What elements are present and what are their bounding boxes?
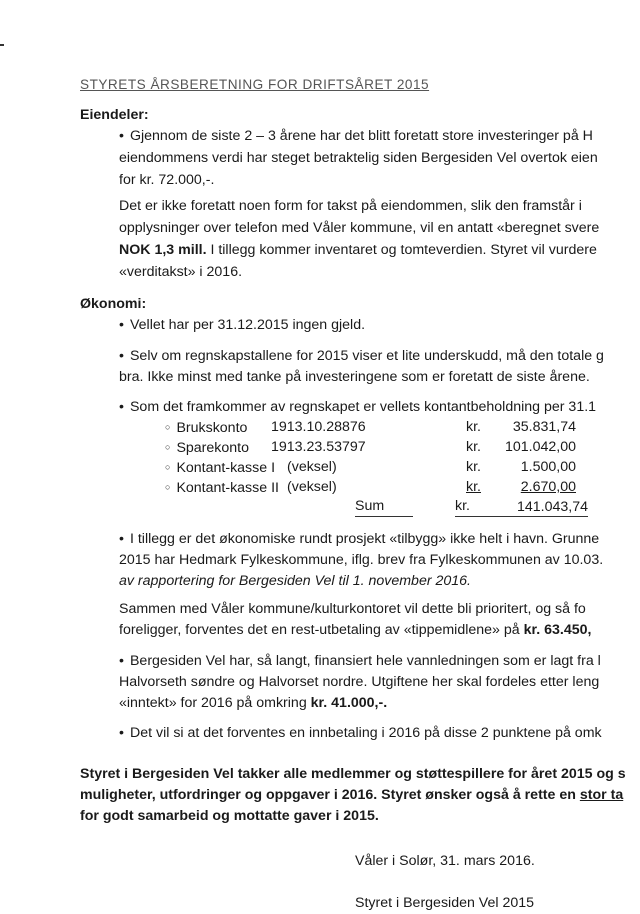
bullet-icon: • bbox=[119, 348, 124, 364]
okonomi-bullet-1: • Vellet har per 31.12.2015 ingen gjeld. bbox=[119, 317, 366, 333]
document-title: STYRETS ÅRSBERETNING FOR DRIFTSÅRET 2015 bbox=[80, 77, 430, 92]
closing-line-1: Styret i Bergesiden Vel takker alle medlemmer og støttespillere for året 2015 og s bbox=[80, 766, 626, 782]
okonomi-bullet-7: • Det vil si at det forventes en innbetaling i 2016 på disse 2 punktene på omk bbox=[119, 725, 602, 741]
account-currency: kr. bbox=[466, 459, 481, 475]
account-number: (veksel) bbox=[287, 479, 337, 495]
eiendeler-bullet-1-line-1: • Gjennom de siste 2 – 3 årene har det blitt foretatt store investeringer på H bbox=[119, 128, 593, 144]
value-inntekt: kr. 41.000,-. bbox=[310, 695, 388, 711]
eiendeler-bullet-1-line-3: for kr. 72.000,-. bbox=[119, 172, 215, 188]
signature: Styret i Bergesiden Vel 2015 bbox=[355, 895, 535, 911]
sub-bullet-icon: ○ bbox=[165, 482, 171, 492]
okonomi-bullet-6-line-2: Halvorseth søndre og Halvorset nordre. Utgiftene her skal fordeles etter leng bbox=[119, 674, 600, 690]
sum-currency: kr. bbox=[455, 496, 588, 517]
account-number: 1913.10.28876 bbox=[271, 419, 366, 435]
scan-edge-mark bbox=[0, 44, 4, 46]
closing-line-3: for godt samarbeid og mottatte gaver i 2015. bbox=[80, 808, 379, 824]
eiendeler-bullet-1-line-2: eiendommens verdi har steget betraktelig siden Bergesiden Vel overtok eien bbox=[119, 150, 598, 166]
okonomi-para-5-line-1: Sammen med Våler kommune/kulturkontoret vil dette bli prioritert, og så fo bbox=[119, 601, 586, 617]
eiendeler-para-2-line-1: Det er ikke foretatt noen form for takst på eiendommen, slik den framstår i bbox=[119, 198, 582, 214]
bullet-icon: • bbox=[119, 725, 124, 741]
okonomi-para-5-line-2: foreligger, forventes det en rest-utbetaling av «tippemidlene» på kr. 63.450, bbox=[119, 622, 592, 638]
bullet-icon: • bbox=[119, 317, 124, 333]
account-currency: kr. bbox=[466, 439, 481, 455]
account-amount: 1.500,00 bbox=[520, 459, 576, 475]
bullet-icon: • bbox=[119, 128, 124, 144]
account-name: ○ Brukskonto bbox=[165, 420, 248, 436]
account-number: 1913.23.53797 bbox=[271, 439, 366, 455]
okonomi-bullet-4-line-1: • I tillegg er det økonomiske rundt prosjekt «tilbygg» ikke helt i havn. Grunne bbox=[119, 531, 600, 547]
eiendeler-para-2-line-3: NOK 1,3 mill. I tillegg kommer inventaret og tomteverdien. Styret vil vurdere bbox=[119, 242, 597, 258]
account-number: (veksel) bbox=[287, 459, 337, 475]
account-amount: 2.670,00 bbox=[520, 479, 576, 495]
value-tippemidler: kr. 63.450, bbox=[523, 622, 592, 638]
place-date: Våler i Solør, 31. mars 2016. bbox=[355, 853, 535, 869]
section-heading-eiendeler: Eiendeler: bbox=[80, 107, 149, 123]
sum-amount: 141.043,74 bbox=[516, 499, 588, 515]
okonomi-bullet-6-line-3: «inntekt» for 2016 på omkring kr. 41.000,-. bbox=[119, 695, 388, 711]
okonomi-bullet-4-line-2: 2015 har Hedmark Fylkeskommune, iflg. brev fra Fylkeskommunen av 10.03. bbox=[119, 552, 604, 568]
closing-underlined-text: stor ta bbox=[579, 787, 624, 803]
okonomi-bullet-2-line-2: bra. Ikke minst med tanke på investeringene som er foretatt de siste årene. bbox=[119, 369, 590, 385]
account-name: ○ Sparekonto bbox=[165, 440, 250, 456]
account-currency: kr. bbox=[466, 419, 481, 435]
sub-bullet-icon: ○ bbox=[165, 442, 171, 452]
account-amount: 101.042,00 bbox=[504, 439, 576, 455]
closing-line-2: muligheter, utfordringer og oppgaver i 2016. Styret ønsker også å rette en stor ta bbox=[80, 787, 624, 803]
bullet-icon: • bbox=[119, 653, 124, 669]
okonomi-bullet-3: • Som det framkommer av regnskapet er vellets kontantbeholdning per 31.1 bbox=[119, 399, 597, 415]
okonomi-bullet-4-line-3: av rapportering for Bergesiden Vel til 1. november 2016. bbox=[119, 573, 471, 589]
bullet-icon: • bbox=[119, 399, 124, 415]
section-heading-okonomi: Økonomi: bbox=[80, 296, 147, 312]
okonomi-bullet-6-line-1: • Bergesiden Vel har, så langt, finansiert hele vannledningen som er lagt fra l bbox=[119, 653, 601, 669]
sum-label: Sum bbox=[355, 496, 413, 517]
account-name: ○ Kontant-kasse I bbox=[165, 460, 276, 476]
value-takst: NOK 1,3 mill. bbox=[119, 242, 207, 258]
account-name: ○ Kontant-kasse II bbox=[165, 480, 279, 496]
eiendeler-para-2-line-4: «verditakst» i 2016. bbox=[119, 264, 243, 280]
sub-bullet-icon: ○ bbox=[165, 422, 171, 432]
bullet-icon: • bbox=[119, 531, 124, 547]
okonomi-bullet-2-line-1: • Selv om regnskapstallene for 2015 viser et lite underskudd, må den totale g bbox=[119, 348, 604, 364]
eiendeler-para-2-line-2: opplysninger over telefon med Våler kommune, vil en antatt «beregnet svere bbox=[119, 220, 600, 236]
account-currency: kr. bbox=[466, 479, 481, 495]
sub-bullet-icon: ○ bbox=[165, 462, 171, 472]
account-amount: 35.831,74 bbox=[512, 419, 576, 435]
